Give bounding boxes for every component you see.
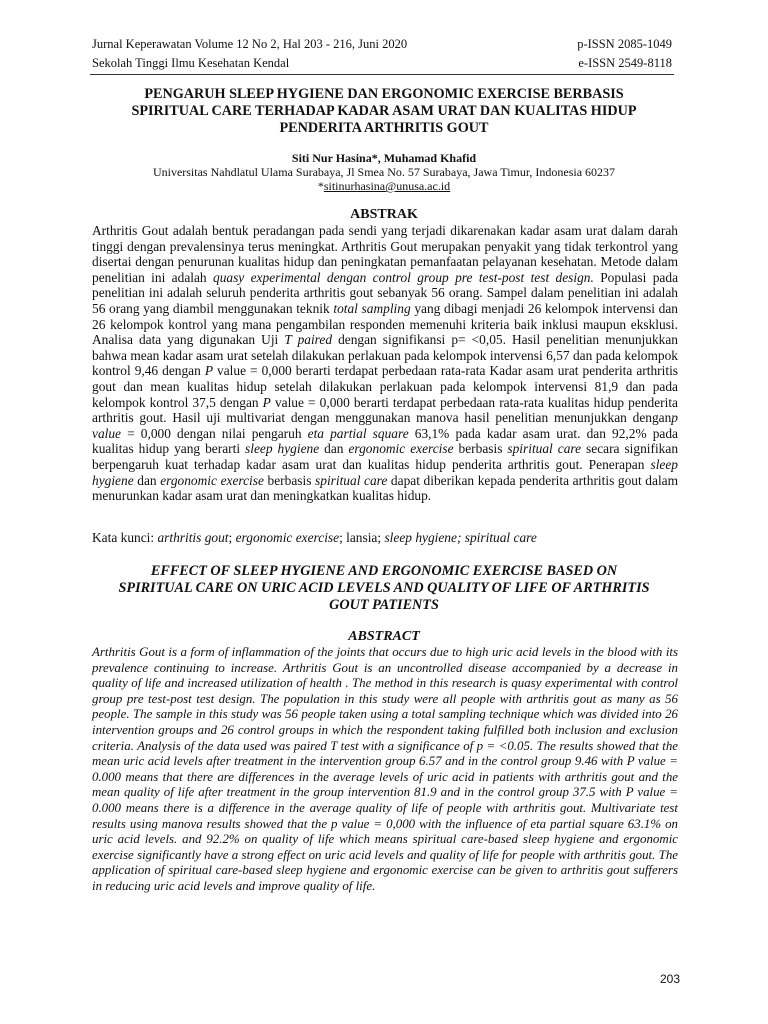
keywords: Kata kunci: arthritis gout; ergonomic exercise; lansia; sleep hygiene; spiritual care xyxy=(92,530,537,545)
corresponding-email xyxy=(92,179,676,193)
title-line: SPIRITUAL CARE TERHADAP KADAR ASAM URAT DAN KUALITAS HIDUP xyxy=(131,103,637,119)
abstract-text: Arthritis Gout is a form of inflammation of the joints that occurs due to high uric acid levels in the blood with its prevalence continuing to increase. Arthritis Gout is an uncontrolled disease accompanied by a decrease in quality of life and increased utilization of health . The method in this research is quasy experimental with control group pre test-post test design. The population in this study were all people with arthritis gout as many as 56 people. The sample in this study was 56 people taken using a total sampling technique which was divided into 26 intervention groups and 26 control groups in which the respondent taking fulfilled both inclusion and exclusion criteria. Analysis of the data used was paired T test with a significance of p = <0.05. The results showed that the mean uric acid levels after treatment in the intervention group 6.57 and in the control group 9.46 with P value = 0.000 means that there are differences in the average levels of uric acid in patients with arthritis gout and the mean quality of life after treatment in the group intervention 81.9 and in the control group 37.5 with P value = 0.000 means there is a difference in the average quality of life of people with arthritis gout. Multivariate test results using manova results showed that the p value = 0,000 with the influence of eta partial square 63.1% on uric acid levels. and 92.2% on quality of life which means spiritual care-based sleep hygiene and ergonomic exercise significantly have a strong effect on uric acid levels and quality of life for people with arthritis gout. The application of spiritual care-based sleep hygiene and ergonomic exercise can be given to arthritis gout sufferers in reducing uric acid levels and improve quality of life. xyxy=(92,645,678,893)
email-link[interactable]: sitinurhasina@unusa.ac.id xyxy=(323,179,451,193)
english-title xyxy=(92,563,676,614)
title-line: GOUT PATIENTS xyxy=(329,597,439,613)
institution-name: Sekolah Tinggi Ilmu Kesehatan Kendal xyxy=(92,56,290,70)
title-line: PENDERITA ARTHRITIS GOUT xyxy=(279,120,489,136)
journal-citation: Jurnal Keperawatan Volume 12 No 2, Hal 203 - 216, Juni 2020 xyxy=(92,37,408,51)
page-number: 203 xyxy=(659,972,680,986)
keyword: arthritis gout xyxy=(157,530,229,545)
electronic-issn: e-ISSN 2549-8118 xyxy=(578,56,672,70)
title-line: PENGARUH SLEEP HYGIENE DAN ERGONOMIC EXERCISE BERBASIS xyxy=(144,86,624,102)
header-divider xyxy=(90,74,674,75)
print-issn: p-ISSN 2085-1049 xyxy=(577,37,672,51)
abstract-heading: ABSTRACT xyxy=(348,629,420,644)
email-prefix: * xyxy=(317,179,324,193)
paper-title xyxy=(92,86,676,137)
abstrak-heading: ABSTRAK xyxy=(350,207,418,222)
author-list: Siti Nur Hasina*, Muhamad Khafid xyxy=(291,151,477,165)
abstrak-text: Arthritis Gout adalah bentuk peradangan pada sendi yang terjadi dikarenakan kadar asam urat dalam darah tinggi dengan prevalensinya terus meningkat. Arthritis Gout merupakan penyakit yang tidak terkontrol yang disertai dengan penurunan kualitas hidup dan peningkatan pemanfaatan pelayanan kesehatan. Metode dalam penelitian ini adalah quasy experimental dengan control group pre test-post test design. Populasi pada penelitian ini adalah seluruh penderita arthritis gout sebanyak 56 orang. Sampel dalam penelitian ini adalah 56 orang yang diambil menggunakan teknik total sampling yang dibagi menjadi 26 kelompok intervensi dan 26 kelompok kontrol yang mana pengambilan responden memenuhi kriteria baik inklusi maupun eksklusi. Analisa data yang digunakan Uji T paired dengan signifikansi p= <0,05. Hasil penelitian menunjukkan bahwa mean kadar asam urat setelah dilakukan perlakuan pada kelompok intervensi 6,57 dan pada kelompok kontrol 9,46 dengan P value = 0,000 berarti terdapat perbedaan rata-rata Kadar asam urat penderita arthritis gout dan mean kualitas hidup setelah dilakukan perlakuan pada kelompok intervensi 81,9 dan pada kelompok kontrol 37,5 dengan P value = 0,000 berarti terdapat perbedaan rata-rata kualitas hidup penderita arthritis gout. Hasil uji multivariat dengan menggunakan manova hasil penelitian menunjukkan denganp value = 0,000 dengan nilai pengaruh eta partial square 63,1% pada kadar asam urat. dan 92,2% pada kualitas hidup yang berarti sleep hygiene dan ergonomic exercise berbasis spiritual care secara signifikan berpengaruh kuat terhadap kadar asam urat dan kualitas hidup penderita arthritis gout. Penerapan sleep hygiene dan ergonomic exercise berbasis spiritual care dapat diberikan kepada penderita arthritis gout dalam menurunkan kadar asam urat dan meningkatkan kualitas hidup. xyxy=(92,223,679,504)
title-line: SPIRITUAL CARE ON URIC ACID LEVELS AND QUALITY OF LIFE OF ARTHRITIS xyxy=(118,580,650,596)
affiliation: Universitas Nahdlatul Ulama Surabaya, Jl Smea No. 57 Surabaya, Jawa Timur, Indonesia 60237 xyxy=(152,165,616,179)
keyword: ergonomic exercise xyxy=(235,530,340,545)
keywords-label: Kata kunci: xyxy=(92,530,158,545)
keyword: sleep hygiene; spiritual care xyxy=(384,530,537,545)
title-line: EFFECT OF SLEEP HYGIENE AND ERGONOMIC EXERCISE BASED ON xyxy=(150,563,618,579)
